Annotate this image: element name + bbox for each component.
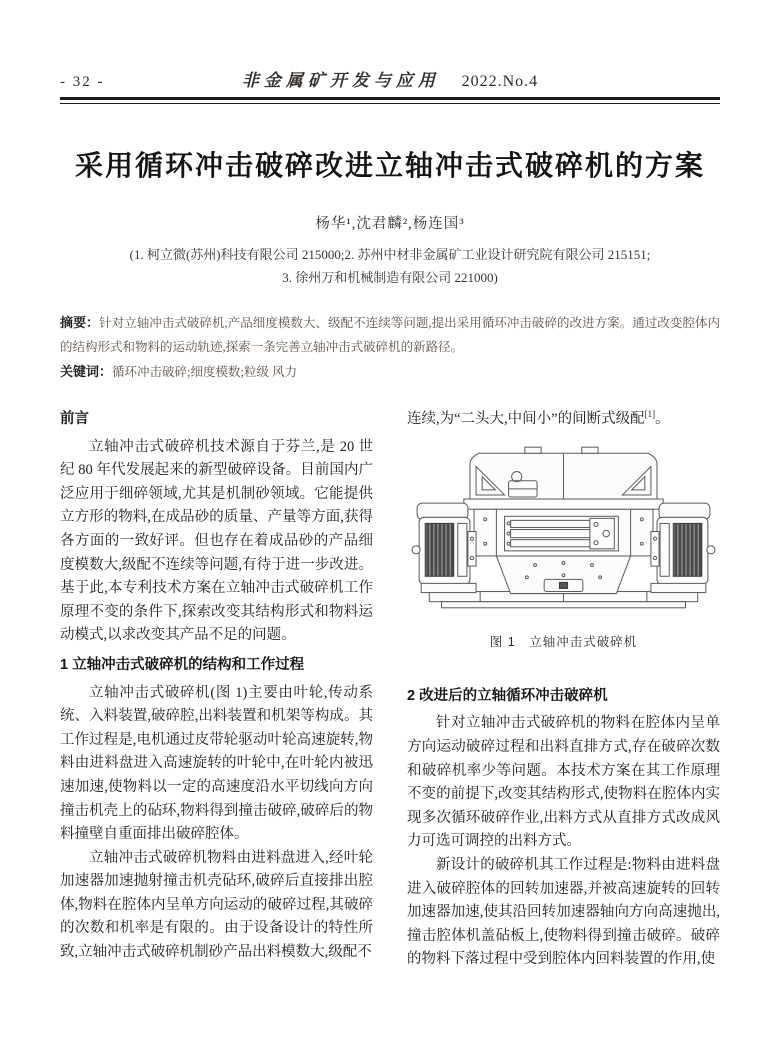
section1-paragraph-1: 立轴冲击式破碎机(图 1)主要由叶轮,传动系统、入料装置,破碎腔,出料装置和机架等构成。其工作过程是,电机通过皮带轮驱动叶轮高速旋转,物料由进料盘进入高速旋转的叶轮中,在叶轮内被迅速加速,使物料以一定的高速度沿水平切线向方向撞击机壳上的砧环,物料得到撞击破碎,破碎后的物料撞壁自重面排出破碎腔体。	[60, 684, 373, 843]
affiliation-line-2: 3. 徐州万和机械制造有限公司 221000)	[282, 270, 498, 285]
affiliations	[60, 243, 720, 289]
abstract-block	[60, 311, 720, 384]
section2-paragraph-2: 新设计的破碎机其工作过程是:物料由进料盘进入破碎腔体的回转加速器,并被高速旋转的回转加速器加速,使其沿回转加速器轴向方向高速抛出,撞击腔体机盖砧板上,使物料得到撞击破碎。破碎的物料下落过程中受到腔体内回料装置的作用,使	[407, 856, 720, 968]
header-double-rule	[60, 97, 720, 104]
continuation-text: 连续,为“二头大,中间小”的间断式级配	[407, 411, 645, 427]
intro-paragraph: 立轴冲击式破碎机技术源自于芬兰,是 20 世纪 80 年代发展起来的新型破碎设备。目前国内广泛应用于细碎领域,尤其是机制砂领域。它能提供立方形的物料,在成品砂的质量、产量等方面,获得各方面的一致好评。但也存在着成品砂的产品细度模数大,级配不连续等问题,有待于进一步改进。基于此,本专利技术方案在立轴冲击式破碎机工作原理不变的条件下,探索改变其结构形式和物料运动模式,以求改变其产品不足的问题。	[60, 438, 373, 644]
authors-line: 杨华¹,沈君麟²,杨连国³	[315, 216, 465, 232]
section2-heading: 2 改进后的立轴循环冲击破碎机	[407, 687, 608, 704]
journal-issue: 2022.No.4	[461, 73, 539, 90]
figure1-block	[407, 442, 720, 655]
intro-heading: 前言	[60, 411, 89, 427]
figure1-caption: 图 1 立轴冲击式破碎机	[489, 635, 638, 650]
page-header	[60, 66, 720, 91]
continuation-line	[407, 408, 720, 432]
journal-name: 非金属矿开发与应用	[241, 71, 440, 91]
keywords-line	[60, 360, 720, 384]
article-title: 采用循环冲击破碎改进立轴冲击式破碎机的方案	[74, 150, 705, 181]
left-column	[60, 408, 373, 972]
affiliation-line-1: (1. 柯立微(苏州)科技有限公司 215000;2. 苏州中材非金属矿工业设计研究院有限公司 215151;	[129, 247, 651, 262]
continuation-tail: 。	[655, 411, 670, 427]
page-number: - 32 -	[60, 74, 105, 90]
body-columns	[60, 408, 720, 972]
keywords-label: 关键词：	[60, 364, 113, 379]
right-column	[407, 408, 720, 972]
section2-paragraph-1: 针对立轴冲击式破碎机的物料在腔体内呈单方向运动破碎过程和出料直排方式,存在破碎次数和破碎机率少等问题。本技术方案在其工作原理不变的前提下,改变其结构形式,使物料在腔体内实现多次循环破碎作业,出料方式从直排方式改成风力可选可调控的出料方式。	[407, 715, 720, 850]
abstract-text: 针对立轴冲击式破碎机,产品细度模数大、级配不连续等问题,提出采用循环冲击破碎的改进方案。通过改变腔体内的结构形式和物料的运动轨迹,探索一条完善立轴冲击式破碎机的新路径。	[60, 316, 720, 354]
abstract-paragraph	[60, 311, 720, 359]
citation-marker: [1]	[644, 409, 656, 420]
abstract-label: 摘要：	[60, 315, 100, 330]
section1-paragraph-2: 立轴冲击式破碎机物料由进料盘进入,经叶轮加速器加速抛射撞击机壳砧环,破碎后直接排出腔体,物料在腔体内呈单方向运动的破碎过程,其破碎的次数和机率是有限的。由于设备设计的特性所致,立轴冲击式破碎机制砂产品出料模数大,级配不	[60, 849, 373, 961]
header-center	[150, 66, 630, 91]
section1-heading: 1 立轴冲击式破碎机的结构和工作过程	[60, 656, 305, 673]
keywords-text: 循环冲击破碎;细度模数;粒级 风力	[112, 365, 298, 379]
figure1-crusher-drawing	[411, 442, 716, 624]
crusher-line-drawing-svg	[411, 442, 716, 615]
